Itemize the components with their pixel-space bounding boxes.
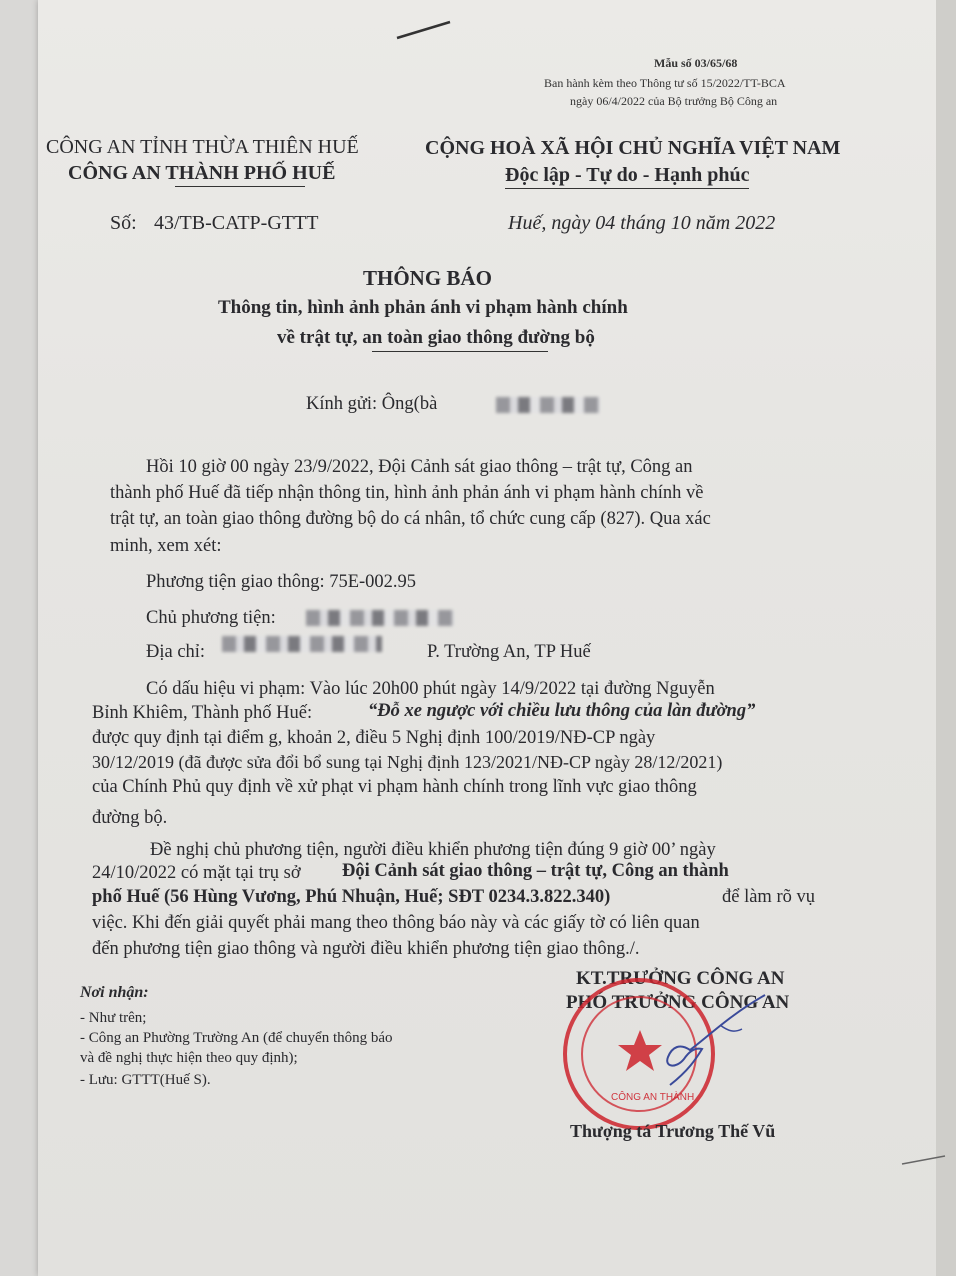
p2-line1: Có dấu hiệu vi phạm: Vào lúc 20h00 phút ngày 14/9/2022 tại đường Nguyễn <box>146 679 715 699</box>
underlying-page-edge <box>936 0 956 1276</box>
p1-line4: minh, xem xét: <box>110 536 222 556</box>
pen-mark-2 <box>900 1150 950 1170</box>
redacted-owner <box>306 610 454 626</box>
redacted-address <box>222 636 382 652</box>
p3-line3a: phố Huế (56 Hùng Vương, Phú Nhuận, Huế; SĐT 0234.3.822.340) <box>92 887 611 907</box>
ref-label: Số: <box>110 212 137 234</box>
recipient-2: - Công an Phường Trường An (để chuyển thông báo <box>80 1030 393 1046</box>
p2-line4: 30/12/2019 (đã được sửa đổi bổ sung tại Nghị định 123/2021/NĐ-CP ngày 28/12/2021) <box>92 752 723 772</box>
ref-number: 43/TB-CATP-GTTT <box>154 212 319 234</box>
p3-line4: việc. Khi đến giải quyết phải mang theo thông báo này và các giấy tờ có liên quan <box>92 913 700 933</box>
handwritten-signature <box>610 985 770 1095</box>
document-subtitle-1: Thông tin, hình ảnh phản ánh vi phạm hành chính <box>218 297 628 318</box>
form-number: Mẫu số 03/65/68 <box>654 56 738 70</box>
agency-parent: CÔNG AN TỈNH THỪA THIÊN HUẾ <box>46 136 359 158</box>
address-value: P. Trường An, TP Huế <box>427 642 591 662</box>
redacted-name <box>496 397 600 413</box>
form-issued-line2: ngày 06/4/2022 của Bộ trưởng Bộ Công an <box>570 94 778 108</box>
p3-line3b: để làm rõ vụ <box>722 887 815 907</box>
agency-underline <box>175 186 305 187</box>
recipient-3: và đề nghị thực hiện theo quy định); <box>80 1050 298 1066</box>
p2-line5: của Chính Phủ quy định về xử phạt vi phạm hành chính trong lĩnh vực giao thông <box>92 777 697 797</box>
p1-line3: trật tự, an toàn giao thông đường bộ do cá nhân, tổ chức cung cấp (827). Qua xác <box>110 509 711 529</box>
stamp-lettering: CÔNG AN THÀNH <box>611 1092 695 1103</box>
vehicle-plate: Phương tiện giao thông: 75E-002.95 <box>146 572 417 592</box>
p3-line1: Đề nghị chủ phương tiện, người điều khiển phương tiện đúng 9 giờ 00’ ngày <box>150 840 716 860</box>
p1-line1: Hồi 10 giờ 00 ngày 23/9/2022, Đội Cảnh sát giao thông – trật tự, Công an <box>146 457 693 477</box>
pen-mark <box>395 18 455 43</box>
recipient-1: - Như trên; <box>80 1010 147 1026</box>
address-label: Địa chỉ: <box>146 642 206 662</box>
nation-title: CỘNG HOÀ XÃ HỘI CHỦ NGHĨA VIỆT NAM <box>425 137 841 159</box>
p2-line2a: Bỉnh Khiêm, Thành phố Huế: <box>92 703 313 723</box>
p3-line2a: 24/10/2022 có mặt tại trụ sở <box>92 863 301 883</box>
recipients-heading: Nơi nhận: <box>80 984 149 1001</box>
owner-label: Chủ phương tiện: <box>146 608 276 628</box>
document-subtitle-2: về trật tự, an toàn giao thông đường bộ <box>277 327 595 348</box>
date-line: Huế, ngày 04 tháng 10 năm 2022 <box>508 212 776 234</box>
recipient-4: - Lưu: GTTT(Huế S). <box>80 1072 211 1088</box>
p2-line3: được quy định tại điểm g, khoản 2, điều 5 Nghị định 100/2019/NĐ-CP ngày <box>92 728 656 748</box>
signature-title-2: PHÓ TRƯỞNG CÔNG AN <box>566 992 790 1013</box>
p1-line2: thành phố Huế đã tiếp nhận thông tin, hình ảnh phản ánh vi phạm hành chính về <box>110 483 704 503</box>
document-title: THÔNG BÁO <box>363 266 492 290</box>
title-underline <box>372 351 548 352</box>
form-issued-line1: Ban hành kèm theo Thông tư số 15/2022/TT-BCA <box>544 76 786 90</box>
agency-name: CÔNG AN THÀNH PHỐ HUẾ <box>68 162 336 184</box>
violation-description: “Đỗ xe ngược với chiều lưu thông của làn đường” <box>368 701 756 721</box>
p2-line6: đường bộ. <box>92 808 168 828</box>
signer-name: Thượng tá Trương Thế Vũ <box>570 1121 776 1141</box>
p3-line2b: Đội Cảnh sát giao thông – trật tự, Công an thành <box>342 861 729 881</box>
addressee: Kính gửi: Ông(bà <box>306 394 438 414</box>
nation-motto: Độc lập - Tự do - Hạnh phúc <box>505 164 749 189</box>
p3-line5: đến phương tiện giao thông và người điều khiển phương tiện giao thông./. <box>92 939 640 959</box>
signature-title-1: KT.TRƯỞNG CÔNG AN <box>576 968 785 989</box>
